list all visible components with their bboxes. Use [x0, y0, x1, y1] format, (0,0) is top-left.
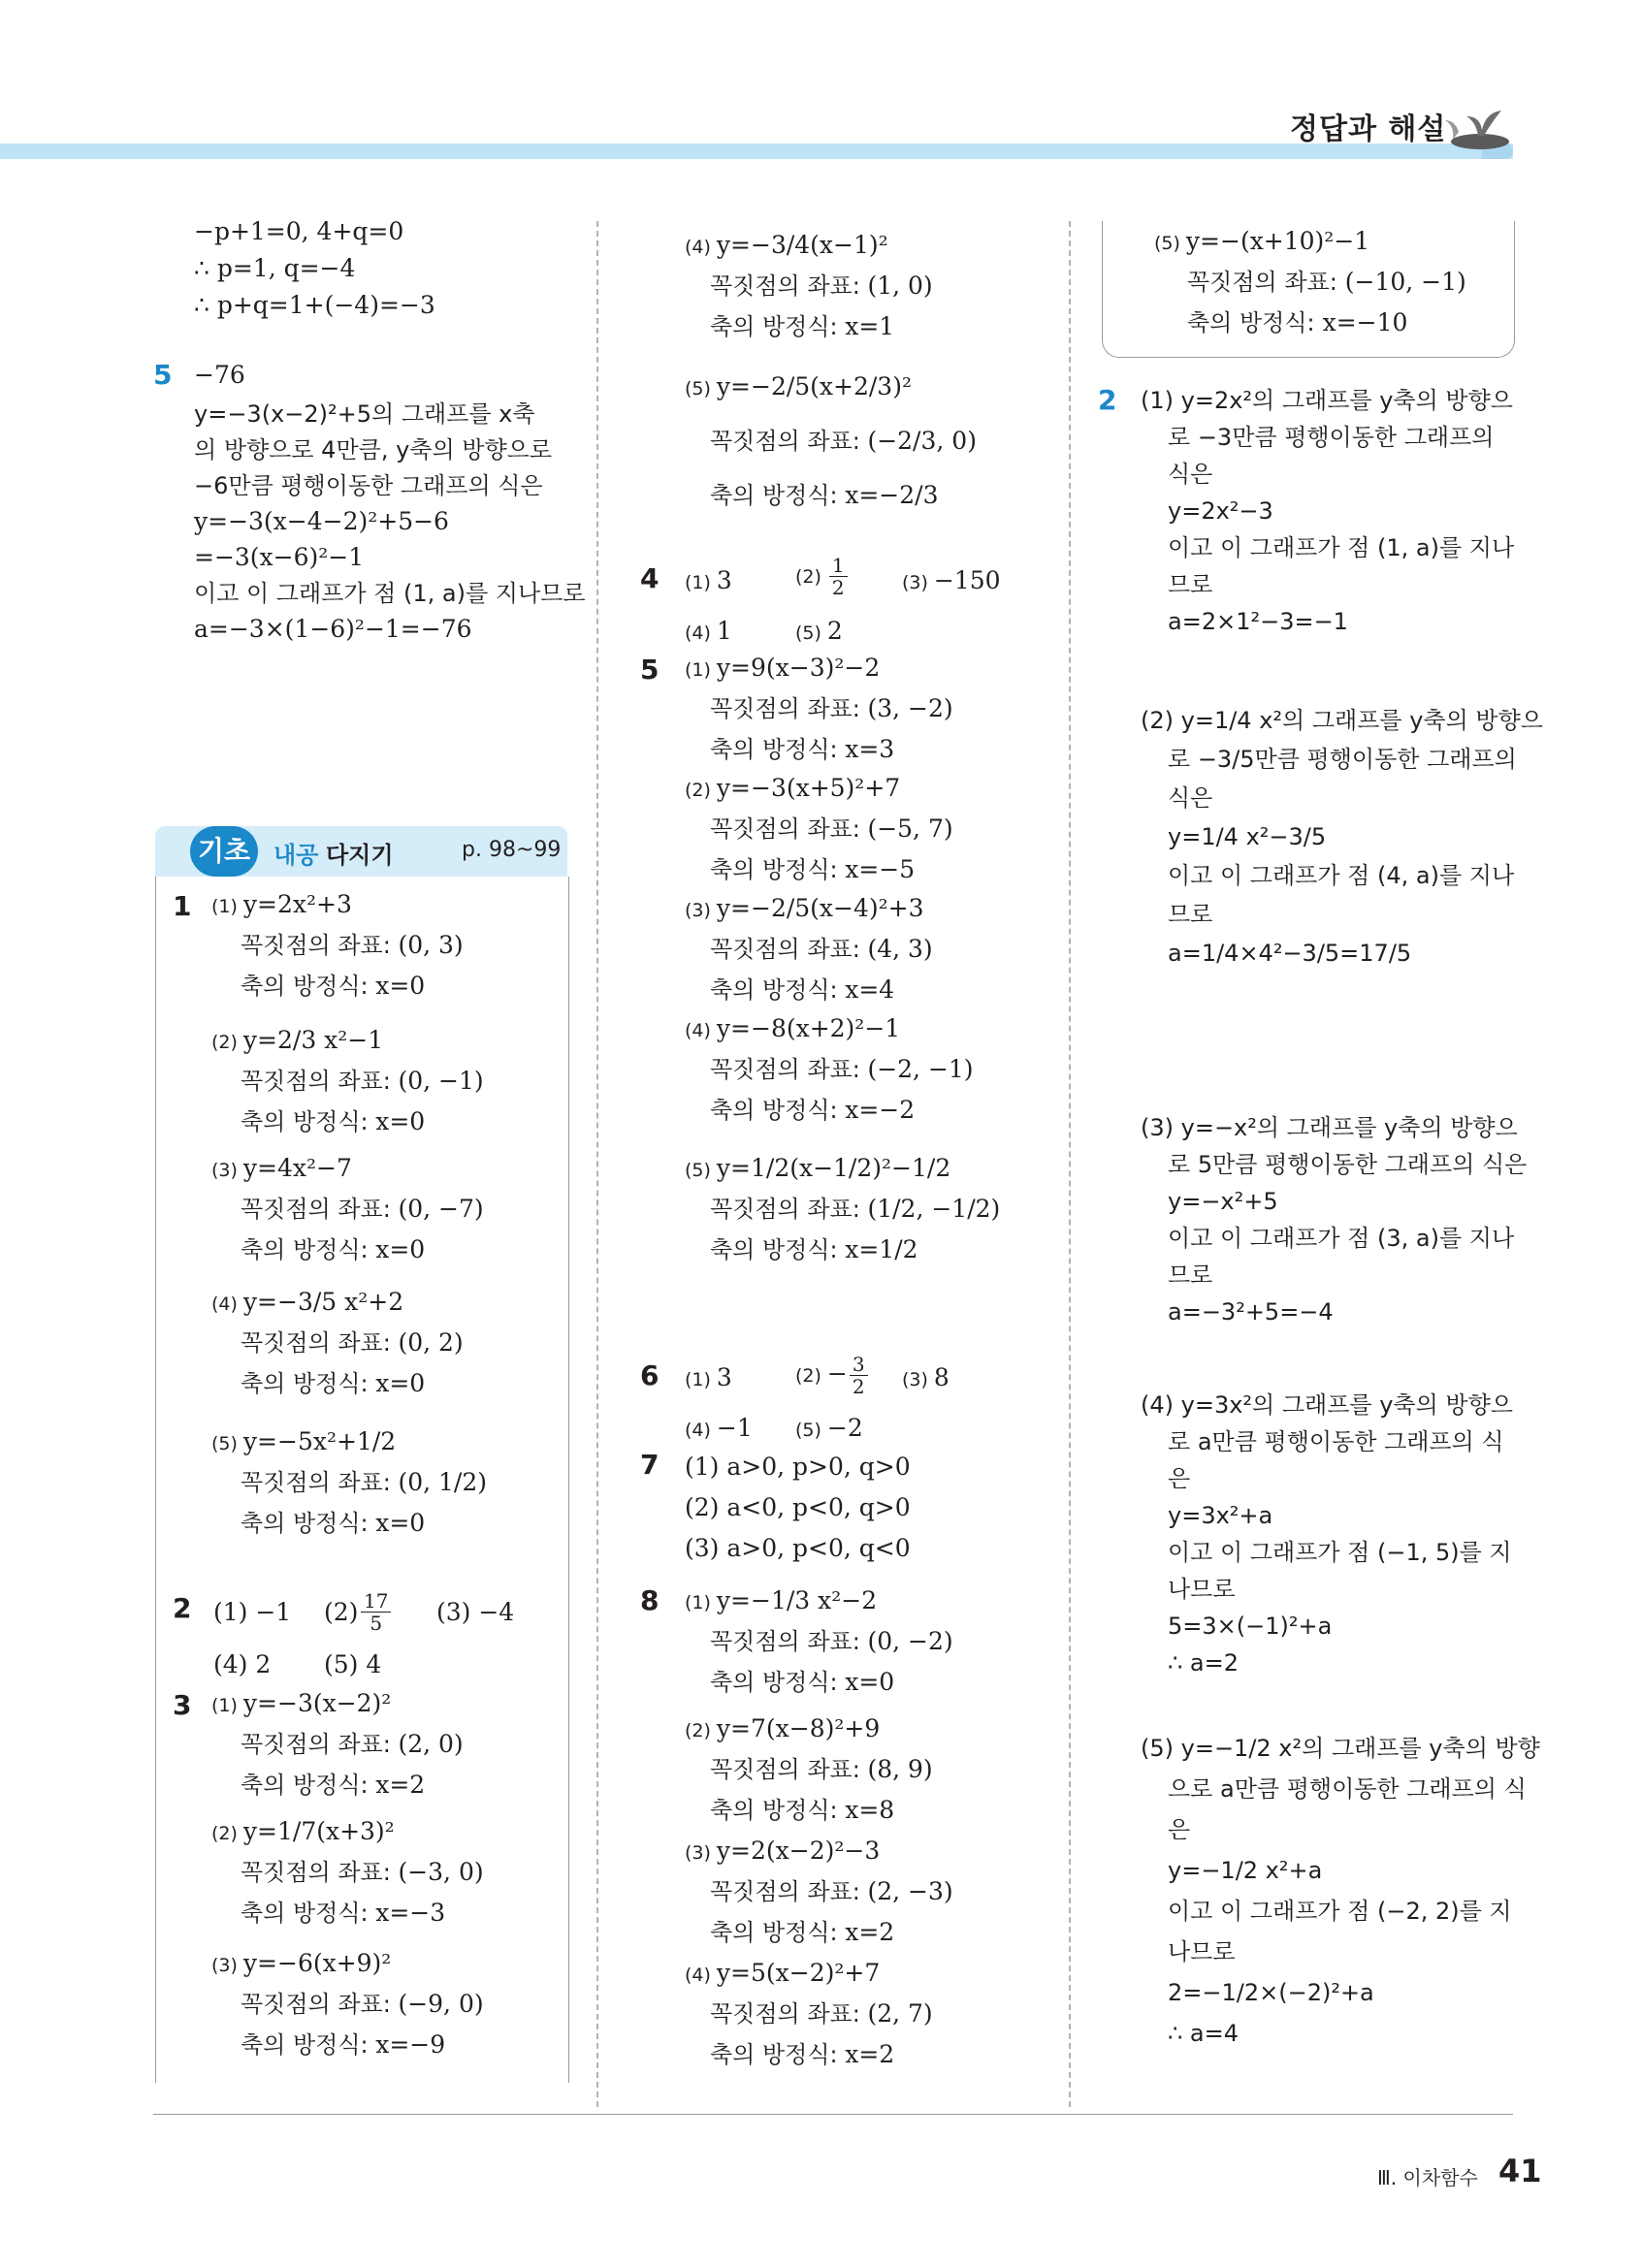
eq-line: (4) y=−3/5 x²+2: [211, 1288, 404, 1316]
eq-line: (1) y=9(x−3)²−2: [685, 654, 881, 682]
axis-line: 축의 방정식: x=−2/3: [710, 481, 939, 509]
text-line: 식은: [1168, 461, 1213, 488]
question-number: 2: [1098, 384, 1117, 416]
text-line: 나므로: [1168, 1938, 1236, 1965]
question-number: 7: [640, 1449, 660, 1481]
answer: (5) −2: [795, 1414, 863, 1442]
axis-line: 축의 방정식: x=2: [241, 1771, 426, 1799]
text-line: ∴ p=1, q=−4: [194, 254, 356, 282]
badge-mark-text: 기초: [198, 835, 251, 867]
axis-line: 축의 방정식: x=1: [710, 312, 895, 340]
text-line: 이고 이 그래프가 점 (3, a)를 지나: [1168, 1225, 1515, 1252]
axis-line: 축의 방정식: x=8: [710, 1796, 895, 1824]
vertex-line: 꼭짓점의 좌표: (2, −3): [710, 1877, 953, 1905]
axis-line: 축의 방정식: x=2: [710, 1918, 895, 1946]
vertex-line: 꼭짓점의 좌표: (−9, 0): [241, 1990, 484, 2018]
text-line: a=−3²+5=−4: [1168, 1298, 1334, 1326]
answer: −76: [194, 361, 245, 389]
vertex-line: 꼭짓점의 좌표: (−2/3, 0): [710, 427, 977, 455]
eq-line: (5) y=−2/5(x+2/3)²: [685, 372, 912, 400]
text-line: a=−3×(1−6)²−1=−76: [194, 615, 472, 643]
header-title: 정답과 해설: [1290, 112, 1447, 146]
vertex-line: 꼭짓점의 좌표: (0, 3): [241, 931, 464, 959]
column-divider: [1069, 221, 1071, 2107]
answer: (2) − $\frac{3}{2}$: [795, 1354, 870, 1397]
text-line: 이고 이 그래프가 점 (4, a)를 지나: [1168, 862, 1515, 889]
eq-line: (5) y=−5x²+1/2: [211, 1427, 397, 1455]
text-line: (5) y=−1/2 x²의 그래프를 y축의 방향: [1141, 1735, 1540, 1762]
text-line: 식은: [1168, 784, 1213, 812]
page-number: 41: [1498, 2153, 1542, 2189]
question-number: 5: [153, 359, 173, 391]
question-number: 5: [640, 654, 660, 686]
axis-line: 축의 방정식: x=0: [710, 1668, 895, 1696]
question-number: 4: [640, 562, 660, 594]
text-line: a=2×1²−3=−1: [1168, 608, 1348, 635]
answer: (4) 2: [213, 1650, 272, 1678]
eq-line: (4) y=−3/4(x−1)²: [685, 231, 888, 259]
vertex-line: 꼭짓점의 좌표: (−5, 7): [710, 815, 953, 843]
text-line: 이고 이 그래프가 점 (1, a)를 지나: [1168, 534, 1515, 561]
text-line: 나므로: [1168, 1576, 1236, 1603]
answer: (2): [324, 1598, 359, 1626]
axis-line: 축의 방정식: x=3: [710, 735, 895, 763]
answer: (5) 2: [795, 617, 843, 645]
axis-line: 축의 방정식: x=0: [241, 1235, 426, 1263]
axis-line: 축의 방정식: x=4: [710, 975, 895, 1004]
axis-line: 축의 방정식: x=−2: [710, 1096, 916, 1124]
vertex-line: 꼭짓점의 좌표: (2, 7): [710, 1999, 933, 2028]
vertex-line: 꼭짓점의 좌표: (3, −2): [710, 694, 953, 722]
answer: (1) 3: [685, 566, 732, 594]
text-line: 로 5만큼 평행이동한 그래프의 식은: [1168, 1151, 1528, 1178]
text-line: 로 a만큼 평행이동한 그래프의 식: [1168, 1428, 1504, 1455]
axis-line: 축의 방정식: x=−10: [1187, 308, 1408, 336]
text-line: 으로 a만큼 평행이동한 그래프의 식: [1168, 1775, 1527, 1803]
vertex-line: 꼭짓점의 좌표: (8, 9): [710, 1755, 933, 1783]
answer: (1) a>0, p>0, q>0: [685, 1453, 911, 1481]
eq-line: (2) y=7(x−8)²+9: [685, 1714, 881, 1742]
answer: (5) 4: [324, 1650, 382, 1678]
text-line: y=−x²+5: [1168, 1188, 1278, 1215]
question-number: 3: [173, 1689, 192, 1721]
eq-line: (4) y=5(x−2)²+7: [685, 1959, 881, 1987]
answer: (3) a>0, p<0, q<0: [685, 1534, 911, 1562]
answer: (1) 3: [685, 1363, 732, 1391]
vertex-line: 꼭짓점의 좌표: (−3, 0): [241, 1858, 484, 1886]
vertex-line: 꼭짓점의 좌표: (1/2, −1/2): [710, 1195, 1001, 1223]
axis-line: 축의 방정식: x=1/2: [710, 1235, 918, 1263]
question-number: 1: [173, 890, 192, 922]
text-line: 므로: [1168, 901, 1213, 928]
text-line: 5=3×(−1)²+a: [1168, 1613, 1333, 1640]
answer: (4) 1: [685, 617, 732, 645]
text-line: 의 방향으로 4만큼, y축의 방향으로: [194, 436, 553, 463]
text-line: (1) y=2x²의 그래프를 y축의 방향으: [1141, 387, 1513, 414]
vertex-line: 꼭짓점의 좌표: (2, 0): [241, 1730, 464, 1758]
badge-title-a: 내공: [274, 842, 319, 869]
vertex-line: 꼭짓점의 좌표: (4, 3): [710, 935, 933, 963]
question-number: 6: [640, 1359, 660, 1391]
axis-line: 축의 방정식: x=2: [710, 2040, 895, 2068]
axis-line: 축의 방정식: x=−5: [710, 855, 916, 883]
text-line: 므로: [1168, 571, 1213, 598]
eq-line: (2) y=−3(x+5)²+7: [685, 774, 901, 802]
text-line: 로 −3/5만큼 평행이동한 그래프의: [1168, 746, 1517, 773]
text-line: y=2x²−3: [1168, 497, 1273, 525]
eq-line: (2) y=2/3 x²−1: [211, 1026, 384, 1054]
eq-line: (3) y=4x²−7: [211, 1154, 352, 1182]
text-line: (3) y=−x²의 그래프를 y축의 방향으: [1141, 1114, 1518, 1141]
text-line: (4) y=3x²의 그래프를 y축의 방향으: [1141, 1391, 1513, 1419]
column-divider: [596, 221, 598, 2107]
eq-line: (3) y=−6(x+9)²: [211, 1949, 392, 1977]
text-line: −p+1=0, 4+q=0: [194, 217, 404, 245]
vertex-line: 꼭짓점의 좌표: (0, −1): [241, 1067, 484, 1095]
text-line: ∴ a=4: [1168, 2020, 1239, 2047]
text-line: a=1/4×4²−3/5=17/5: [1168, 940, 1412, 967]
eq-line: (5) y=−(x+10)²−1: [1154, 227, 1370, 255]
axis-line: 축의 방정식: x=0: [241, 972, 426, 1000]
sprout-icon: [1433, 103, 1511, 149]
header-bar: [0, 144, 1513, 159]
text-line: y=−3(x−2)²+5의 그래프를 x축: [194, 400, 535, 428]
bottom-rule: [153, 2114, 1513, 2115]
text-line: 은: [1168, 1465, 1191, 1492]
answer: (2) $\frac{1}{2}$: [795, 555, 850, 598]
answer: (4) −1: [685, 1414, 753, 1442]
eq-line: (1) y=−3(x−2)²: [211, 1689, 392, 1717]
answer: (3) 8: [902, 1363, 950, 1391]
text-line: −6만큼 평행이동한 그래프의 식은: [194, 472, 543, 499]
text-line: ∴ p+q=1+(−4)=−3: [194, 291, 435, 319]
vertex-line: 꼭짓점의 좌표: (0, 1/2): [241, 1468, 487, 1496]
text-line: y=3x²+a: [1168, 1502, 1273, 1529]
text-line: 이고 이 그래프가 점 (1, a)를 지나므로: [194, 580, 586, 607]
axis-line: 축의 방정식: x=0: [241, 1107, 426, 1135]
eq-line: (3) y=2(x−2)²−3: [685, 1837, 881, 1865]
answer: (2) a<0, p<0, q>0: [685, 1493, 911, 1521]
axis-line: 축의 방정식: x=−9: [241, 2030, 446, 2059]
vertex-line: 꼭짓점의 좌표: (0, −2): [710, 1627, 953, 1655]
answer: (3) −4: [436, 1598, 515, 1626]
eq-line: (2) y=1/7(x+3)²: [211, 1817, 395, 1845]
text-line: 은: [1168, 1816, 1191, 1843]
badge-pages: p. 98~99: [462, 838, 562, 862]
text-line: y=1/4 x²−3/5: [1168, 823, 1327, 850]
text-line: ∴ a=2: [1168, 1649, 1239, 1677]
axis-line: 축의 방정식: x=0: [241, 1509, 426, 1537]
answer-fraction: $\frac{17}{5}$: [359, 1590, 393, 1634]
axis-line: 축의 방정식: x=−3: [241, 1899, 446, 1927]
text-line: 2=−1/2×(−2)²+a: [1168, 1979, 1374, 2006]
question-number: 2: [173, 1592, 192, 1624]
eq-line: (1) y=2x²+3: [211, 890, 352, 918]
text-line: 므로: [1168, 1262, 1213, 1289]
vertex-line: 꼭짓점의 좌표: (−2, −1): [710, 1055, 974, 1083]
question-number: 8: [640, 1584, 660, 1616]
vertex-line: 꼭짓점의 좌표: (1, 0): [710, 272, 933, 300]
answer: (1) −1: [213, 1598, 292, 1626]
text-line: 이고 이 그래프가 점 (−1, 5)를 지: [1168, 1539, 1512, 1566]
text-line: 이고 이 그래프가 점 (−2, 2)를 지: [1168, 1898, 1512, 1925]
text-line: 로 −3만큼 평행이동한 그래프의: [1168, 424, 1495, 451]
axis-line: 축의 방정식: x=0: [241, 1369, 426, 1397]
text-line: (2) y=1/4 x²의 그래프를 y축의 방향으: [1141, 707, 1543, 734]
eq-line: (3) y=−2/5(x−4)²+3: [685, 894, 924, 922]
vertex-line: 꼭짓점의 좌표: (0, −7): [241, 1195, 484, 1223]
text-line: y=−1/2 x²+a: [1168, 1857, 1323, 1884]
eq-line: (4) y=−8(x+2)²−1: [685, 1014, 901, 1042]
footer-chapter: Ⅲ. 이차함수: [1377, 2166, 1478, 2189]
text-line: =−3(x−6)²−1: [194, 543, 365, 571]
answer: (3) −150: [902, 566, 1001, 594]
eq-line: (5) y=1/2(x−1/2)²−1/2: [685, 1154, 951, 1182]
vertex-line: 꼭짓점의 좌표: (0, 2): [241, 1328, 464, 1357]
badge-title-b: 다지기: [326, 842, 394, 869]
vertex-line: 꼭짓점의 좌표: (−10, −1): [1187, 268, 1466, 296]
eq-line: (1) y=−1/3 x²−2: [685, 1586, 878, 1614]
text-line: y=−3(x−4−2)²+5−6: [194, 507, 449, 535]
